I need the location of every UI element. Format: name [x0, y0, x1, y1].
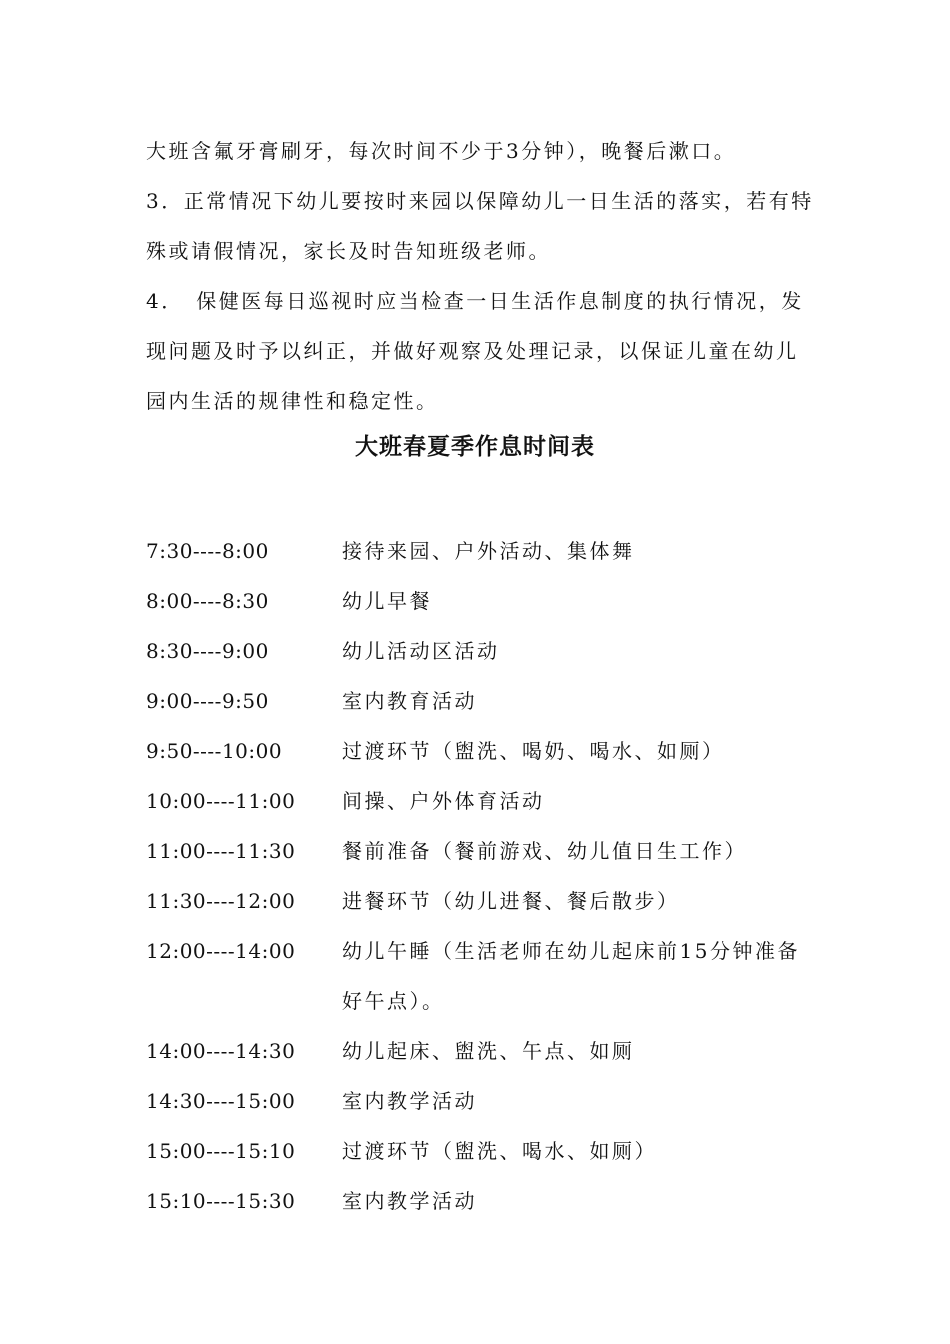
schedule-activity: 室内教学活动 [342, 1089, 477, 1113]
schedule-title: 大班春夏季作息时间表 [355, 434, 595, 460]
schedule-row [146, 1176, 814, 1226]
schedule-row [146, 526, 814, 576]
schedule-row [146, 926, 814, 1026]
paragraph-health-inspection: 4． 保健医每日巡视时应当检查一日生活作息制度的执行情况，发现问题及时予以纠正，并做好观察及处理记录，以保证儿童在幼儿园内生活的规律性和稳定性。 [146, 289, 804, 413]
schedule-time: 8:30----9:00 [146, 639, 269, 663]
schedule-activity: 幼儿活动区活动 [342, 639, 500, 663]
schedule-time: 14:30----15:00 [146, 1089, 296, 1113]
schedule-activity: 间操、户外体育活动 [342, 789, 545, 813]
schedule-row [146, 1026, 814, 1076]
schedule-activity: 进餐环节（幼儿进餐、餐后散步） [342, 889, 680, 913]
schedule-row [146, 876, 814, 926]
schedule-row [146, 826, 814, 876]
schedule-time: 11:30----12:00 [146, 889, 296, 913]
schedule-activity: 幼儿午睡（生活老师在幼儿起床前15分钟准备好午点）。 [342, 939, 800, 1013]
schedule-time: 9:50----10:00 [146, 739, 283, 763]
schedule-row [146, 1126, 814, 1176]
schedule-activity: 接待来园、户外活动、集体舞 [342, 539, 635, 563]
schedule-time: 11:00----11:30 [146, 839, 296, 863]
schedule-time: 10:00----11:00 [146, 789, 296, 813]
schedule-time: 15:10----15:30 [146, 1189, 296, 1213]
paragraph-toothbrushing: 大班含氟牙膏刷牙，每次时间不少于3分钟），晚餐后漱口。 [146, 139, 737, 163]
schedule-time: 12:00----14:00 [146, 939, 296, 963]
paragraph-arrival-rule: 3．正常情况下幼儿要按时来园以保障幼儿一日生活的落实，若有特殊或请假情况，家长及时告知班级老师。 [146, 189, 814, 263]
schedule-activity: 室内教育活动 [342, 689, 477, 713]
schedule-activity: 室内教学活动 [342, 1189, 477, 1213]
schedule-row [146, 776, 814, 826]
schedule-row [146, 1076, 814, 1126]
schedule-activity: 幼儿早餐 [342, 589, 432, 613]
schedule-row [146, 676, 814, 726]
schedule-time: 8:00----8:30 [146, 589, 269, 613]
schedule-time: 15:00----15:10 [146, 1139, 296, 1163]
schedule-activity: 幼儿起床、盥洗、午点、如厕 [342, 1039, 635, 1063]
schedule-activity: 过渡环节（盥洗、喝奶、喝水、如厕） [342, 739, 725, 763]
schedule-list [146, 526, 814, 1226]
schedule-time: 14:00----14:30 [146, 1039, 296, 1063]
schedule-time: 7:30----8:00 [146, 539, 269, 563]
schedule-activity: 过渡环节（盥洗、喝水、如厕） [342, 1139, 657, 1163]
schedule-row [146, 726, 814, 776]
schedule-row [146, 626, 814, 676]
schedule-time: 9:00----9:50 [146, 689, 269, 713]
schedule-activity: 餐前准备（餐前游戏、幼儿值日生工作） [342, 839, 747, 863]
schedule-row [146, 576, 814, 626]
